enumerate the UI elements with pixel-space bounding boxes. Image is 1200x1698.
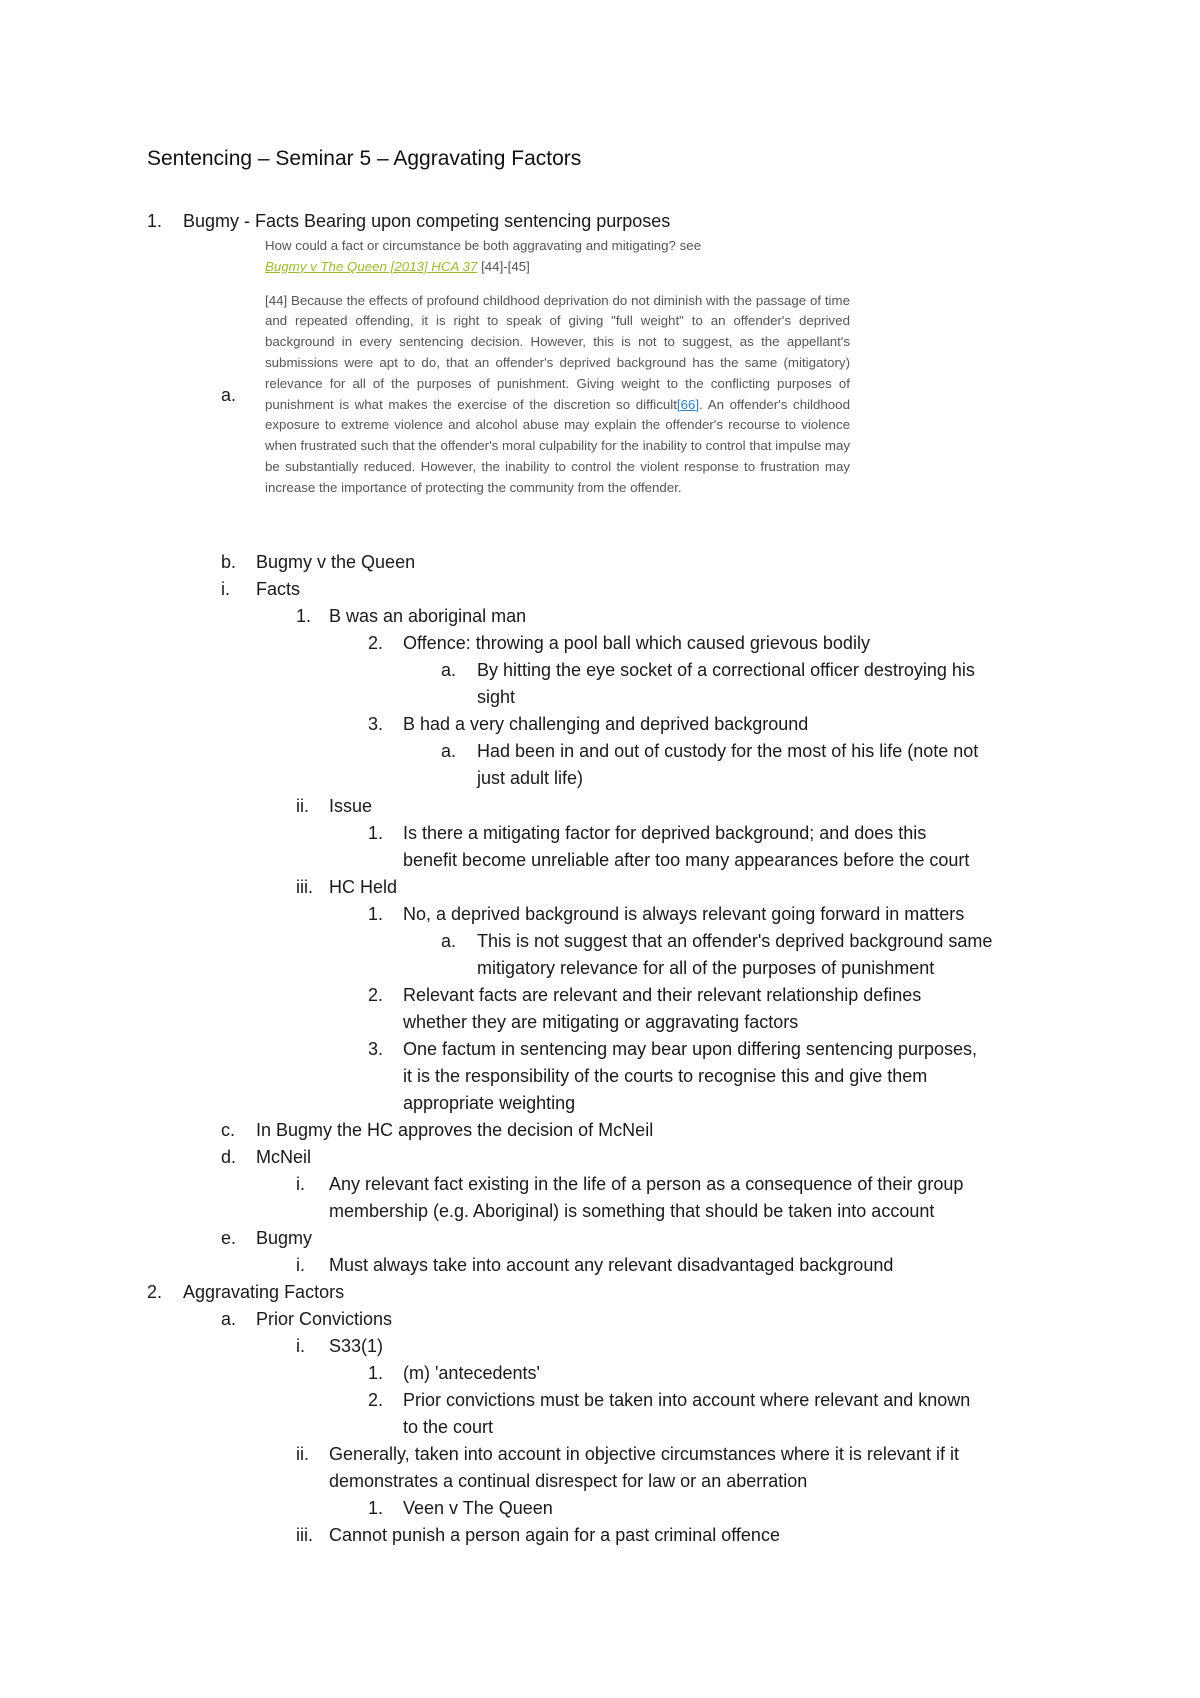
case-citation-link[interactable]: Bugmy v The Queen [2013] HCA 37	[265, 258, 478, 274]
list-marker: ii.	[296, 1444, 309, 1464]
list-marker: 2.	[368, 985, 384, 1005]
list-item-text: In Bugmy the HC approves the decision of McNeil	[256, 1120, 654, 1140]
list-marker: i.	[296, 1174, 305, 1194]
case-quote-block	[265, 236, 850, 499]
list-item-text: Prior Convictions	[256, 1309, 393, 1329]
list-item-text: (m) 'antecedents'	[403, 1363, 540, 1383]
list-item-text: Aggravating Factors	[183, 1282, 345, 1302]
list-marker: 1.	[368, 904, 384, 924]
list-marker: d.	[221, 1147, 237, 1167]
list-marker: b.	[221, 552, 237, 572]
list-marker: a.	[441, 741, 457, 761]
list-marker: 1.	[368, 823, 384, 843]
list-item-text: B was an aboriginal man	[329, 606, 527, 626]
list-item-text: Offence: throwing a pool ball which caused grievous bodily	[403, 633, 870, 653]
list-item-text: appropriate weighting	[403, 1093, 576, 1113]
list-item-text: mitigatory relevance for all of the purposes of punishment	[477, 958, 935, 978]
list-item-text: Prior convictions must be taken into account where relevant and known	[403, 1390, 971, 1410]
list-marker: 3.	[368, 714, 384, 734]
list-item-text: membership (e.g. Aboriginal) is something that should be taken into account	[329, 1201, 935, 1221]
list-marker: a.	[221, 1309, 237, 1329]
list-item-text: Had been in and out of custody for the most of his life (note not	[477, 741, 979, 761]
quote-text: . An offender's childhood exposure to extreme violence and alcohol abuse may explain the offender's recourse to violence when frustrated such that the offender's moral culpability for the inability to control that impulse may be substantially reduced. However, the inability to control the violent response to frustration may increase the importance of protecting the community from the offender.	[265, 396, 850, 495]
list-item-text: Bugmy	[256, 1228, 313, 1248]
list-marker: i.	[296, 1336, 305, 1356]
list-marker: 1.	[296, 606, 312, 626]
list-marker: 2.	[147, 1282, 163, 1302]
list-item-text: One factum in sentencing may bear upon differing sentencing purposes,	[403, 1039, 978, 1059]
list-marker: i.	[221, 579, 230, 599]
list-item-text: benefit become unreliable after too many appearances before the court	[403, 850, 970, 870]
list-item-text: demonstrates a continual disrespect for law or an aberration	[329, 1471, 808, 1491]
quote-question	[265, 236, 850, 278]
list-item-text: Is there a mitigating factor for deprived background; and does this	[403, 823, 927, 843]
list-item-text: This is not suggest that an offender's deprived background same	[477, 931, 993, 951]
list-item-text: B had a very challenging and deprived background	[403, 714, 809, 734]
list-marker: 3.	[368, 1039, 384, 1059]
list-item-text: No, a deprived background is always relevant going forward in matters	[403, 904, 965, 924]
list-item-text: Generally, taken into account in objective circumstances where it is relevant if it	[329, 1444, 959, 1464]
list-item-text: sight	[477, 687, 516, 707]
list-item-text: Relevant facts are relevant and their relevant relationship defines	[403, 985, 922, 1005]
list-marker: 1.	[368, 1363, 384, 1383]
list-item-text: McNeil	[256, 1147, 312, 1167]
list-item-text: Veen v The Queen	[403, 1498, 553, 1518]
list-marker: 1.	[147, 211, 163, 231]
list-marker: 2.	[368, 1390, 384, 1410]
list-item-text: Must always take into account any relevant disadvantaged background	[329, 1255, 894, 1275]
list-item-text: Facts	[256, 579, 301, 599]
list-item-text: to the court	[403, 1417, 494, 1437]
list-item-text: whether they are mitigating or aggravating factors	[403, 1012, 799, 1032]
list-item-text: Any relevant fact existing in the life of a person as a consequence of their group	[329, 1174, 964, 1194]
list-marker: i.	[296, 1255, 305, 1275]
list-marker: iii.	[296, 877, 313, 897]
list-item-text: By hitting the eye socket of a correctional officer destroying his	[477, 660, 975, 680]
quote-text: [44] Because the effects of profound childhood deprivation do not diminish with the passage of time and repeated offending, it is right to speak of giving "full weight" to an offender's deprived background in every sentencing decision. However, this is not to suggest, as the appellant's submissions were apt to do, that an offender's deprived background has the same (mitigatory) relevance for all of the purposes of punishment. Giving weight to the conflicting purposes of punishment is what makes the exercise of the discretion so difficult	[265, 292, 850, 412]
list-item-text: just adult life)	[477, 768, 584, 788]
list-marker: a.	[441, 931, 457, 951]
section-heading: Bugmy - Facts Bearing upon competing sentencing purposes	[183, 211, 671, 231]
footnote-link[interactable]: [66]	[676, 396, 700, 412]
list-item-text: Cannot punish a person again for a past criminal offence	[329, 1525, 780, 1545]
quote-paragraph	[265, 291, 850, 499]
list-marker: e.	[221, 1228, 237, 1248]
list-marker: c.	[221, 1120, 236, 1140]
pinpoint-reference: [44]-[45]	[481, 258, 530, 274]
list-marker: 1.	[368, 1498, 384, 1518]
list-item-text: HC Held	[329, 877, 398, 897]
list-marker: a.	[441, 660, 457, 680]
list-item-text: it is the responsibility of the courts to recognise this and give them	[403, 1066, 928, 1086]
page-title: Sentencing – Seminar 5 – Aggravating Factors	[147, 147, 582, 170]
list-item-text: S33(1)	[329, 1336, 384, 1356]
list-marker: 2.	[368, 633, 384, 653]
quote-question-text: How could a fact or circumstance be both aggravating and mitigating? see	[265, 238, 702, 253]
list-marker: iii.	[296, 1525, 313, 1545]
list-item-text: Bugmy v the Queen	[256, 552, 416, 572]
list-marker: ii.	[296, 796, 309, 816]
list-marker: a.	[221, 385, 237, 405]
list-item-text: Issue	[329, 796, 373, 816]
